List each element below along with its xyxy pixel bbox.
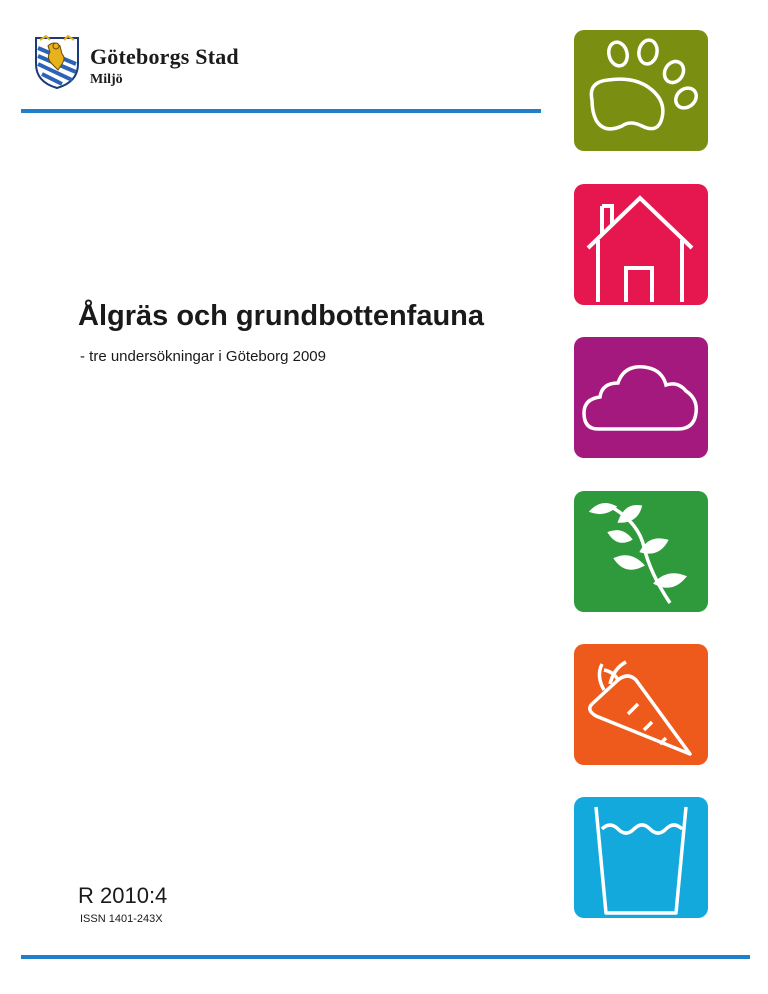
tile-paw	[574, 30, 708, 151]
brand-department: Miljö	[90, 72, 123, 87]
plant-icon	[574, 491, 708, 612]
tile-cloud	[574, 337, 708, 458]
tile-water	[574, 797, 708, 918]
water-glass-icon	[574, 797, 708, 918]
paw-icon	[574, 30, 708, 151]
tile-plant	[574, 491, 708, 612]
house-icon	[574, 184, 708, 305]
cloud-icon	[574, 337, 708, 458]
report-number: R 2010:4	[78, 883, 168, 908]
bottom-divider	[21, 955, 750, 959]
carrot-icon	[574, 644, 708, 765]
report-title: Ålgräs och grundbottenfauna	[78, 300, 484, 332]
tile-house	[574, 184, 708, 305]
tile-carrot	[574, 644, 708, 765]
brand-name: Göteborgs Stad	[90, 44, 239, 69]
issn-number: ISSN 1401-243X	[80, 913, 163, 925]
top-divider	[21, 109, 541, 113]
city-logo	[32, 34, 292, 90]
report-subtitle: - tre undersökningar i Göteborg 2009	[80, 348, 326, 365]
coat-of-arms-icon	[32, 34, 82, 90]
